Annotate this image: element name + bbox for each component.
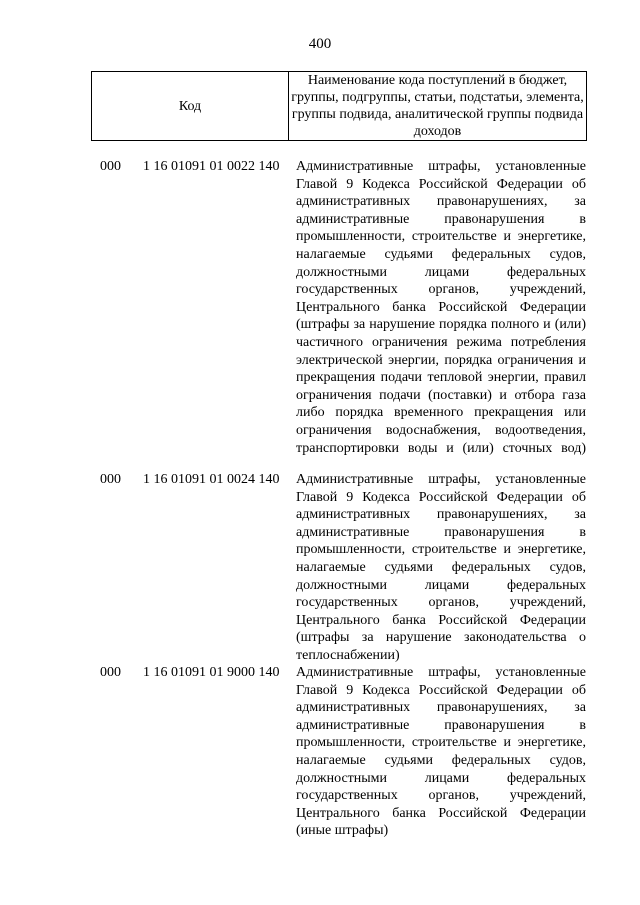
row-description: Административные штрафы, установленные Главой 9 Кодекса Российской Федерации об административных правонарушениях, за административные правонарушения в промышленности, строительстве и энергетике, налагаемые судьями федеральных судов, должностными лицами федеральных государственных органов, учреждений, Центрального банка Российской Федерации (штрафы за нарушение порядка полного и (или) частичного ограничения режима потребления электрической энергии, порядка ограничения и прекращения подачи тепловой энергии, правил ограничения подачи (поставки) и отбора газа либо порядка временного прекращения или ограничения водоснабжения, водоотведения, транспортировки воды и (или) сточных вод): [296, 159, 586, 456]
row-prefix: 000: [100, 665, 121, 680]
row-code: 1 16 01091 01 9000 140: [143, 665, 280, 680]
row-description: Административные штрафы, установленные Главой 9 Кодекса Российской Федерации об административных правонарушениях, за административные правонарушения в промышленности, строительстве и энергетике, налагаемые судьями федеральных судов, должностными лицами федеральных государственных органов, учреждений, Центрального банка Российской Федерации (штрафы за нарушение законодательства о теплоснабжении): [296, 472, 586, 663]
header-code-cell: Код: [92, 72, 289, 141]
row-description: Административные штрафы, установленные Главой 9 Кодекса Российской Федерации об административных правонарушениях, за административные правонарушения в промышленности, строительстве и энергетике, налагаемые судьями федеральных судов, должностными лицами федеральных государственных органов, учреждений, Центрального банка Российской Федерации (иные штрафы): [296, 665, 586, 839]
table-header: [91, 71, 587, 141]
row-prefix: 000: [100, 159, 121, 174]
row-prefix: 000: [100, 472, 121, 487]
row-code: 1 16 01091 01 0022 140: [143, 159, 280, 174]
row-code: 1 16 01091 01 0024 140: [143, 472, 280, 487]
page-number: 400: [308, 36, 332, 52]
header-name-cell: Наименование кода поступлений в бюджет, группы, подгруппы, статьи, подстатьи, элемента, группы подвида, аналитической группы подвида доходов: [289, 72, 587, 141]
